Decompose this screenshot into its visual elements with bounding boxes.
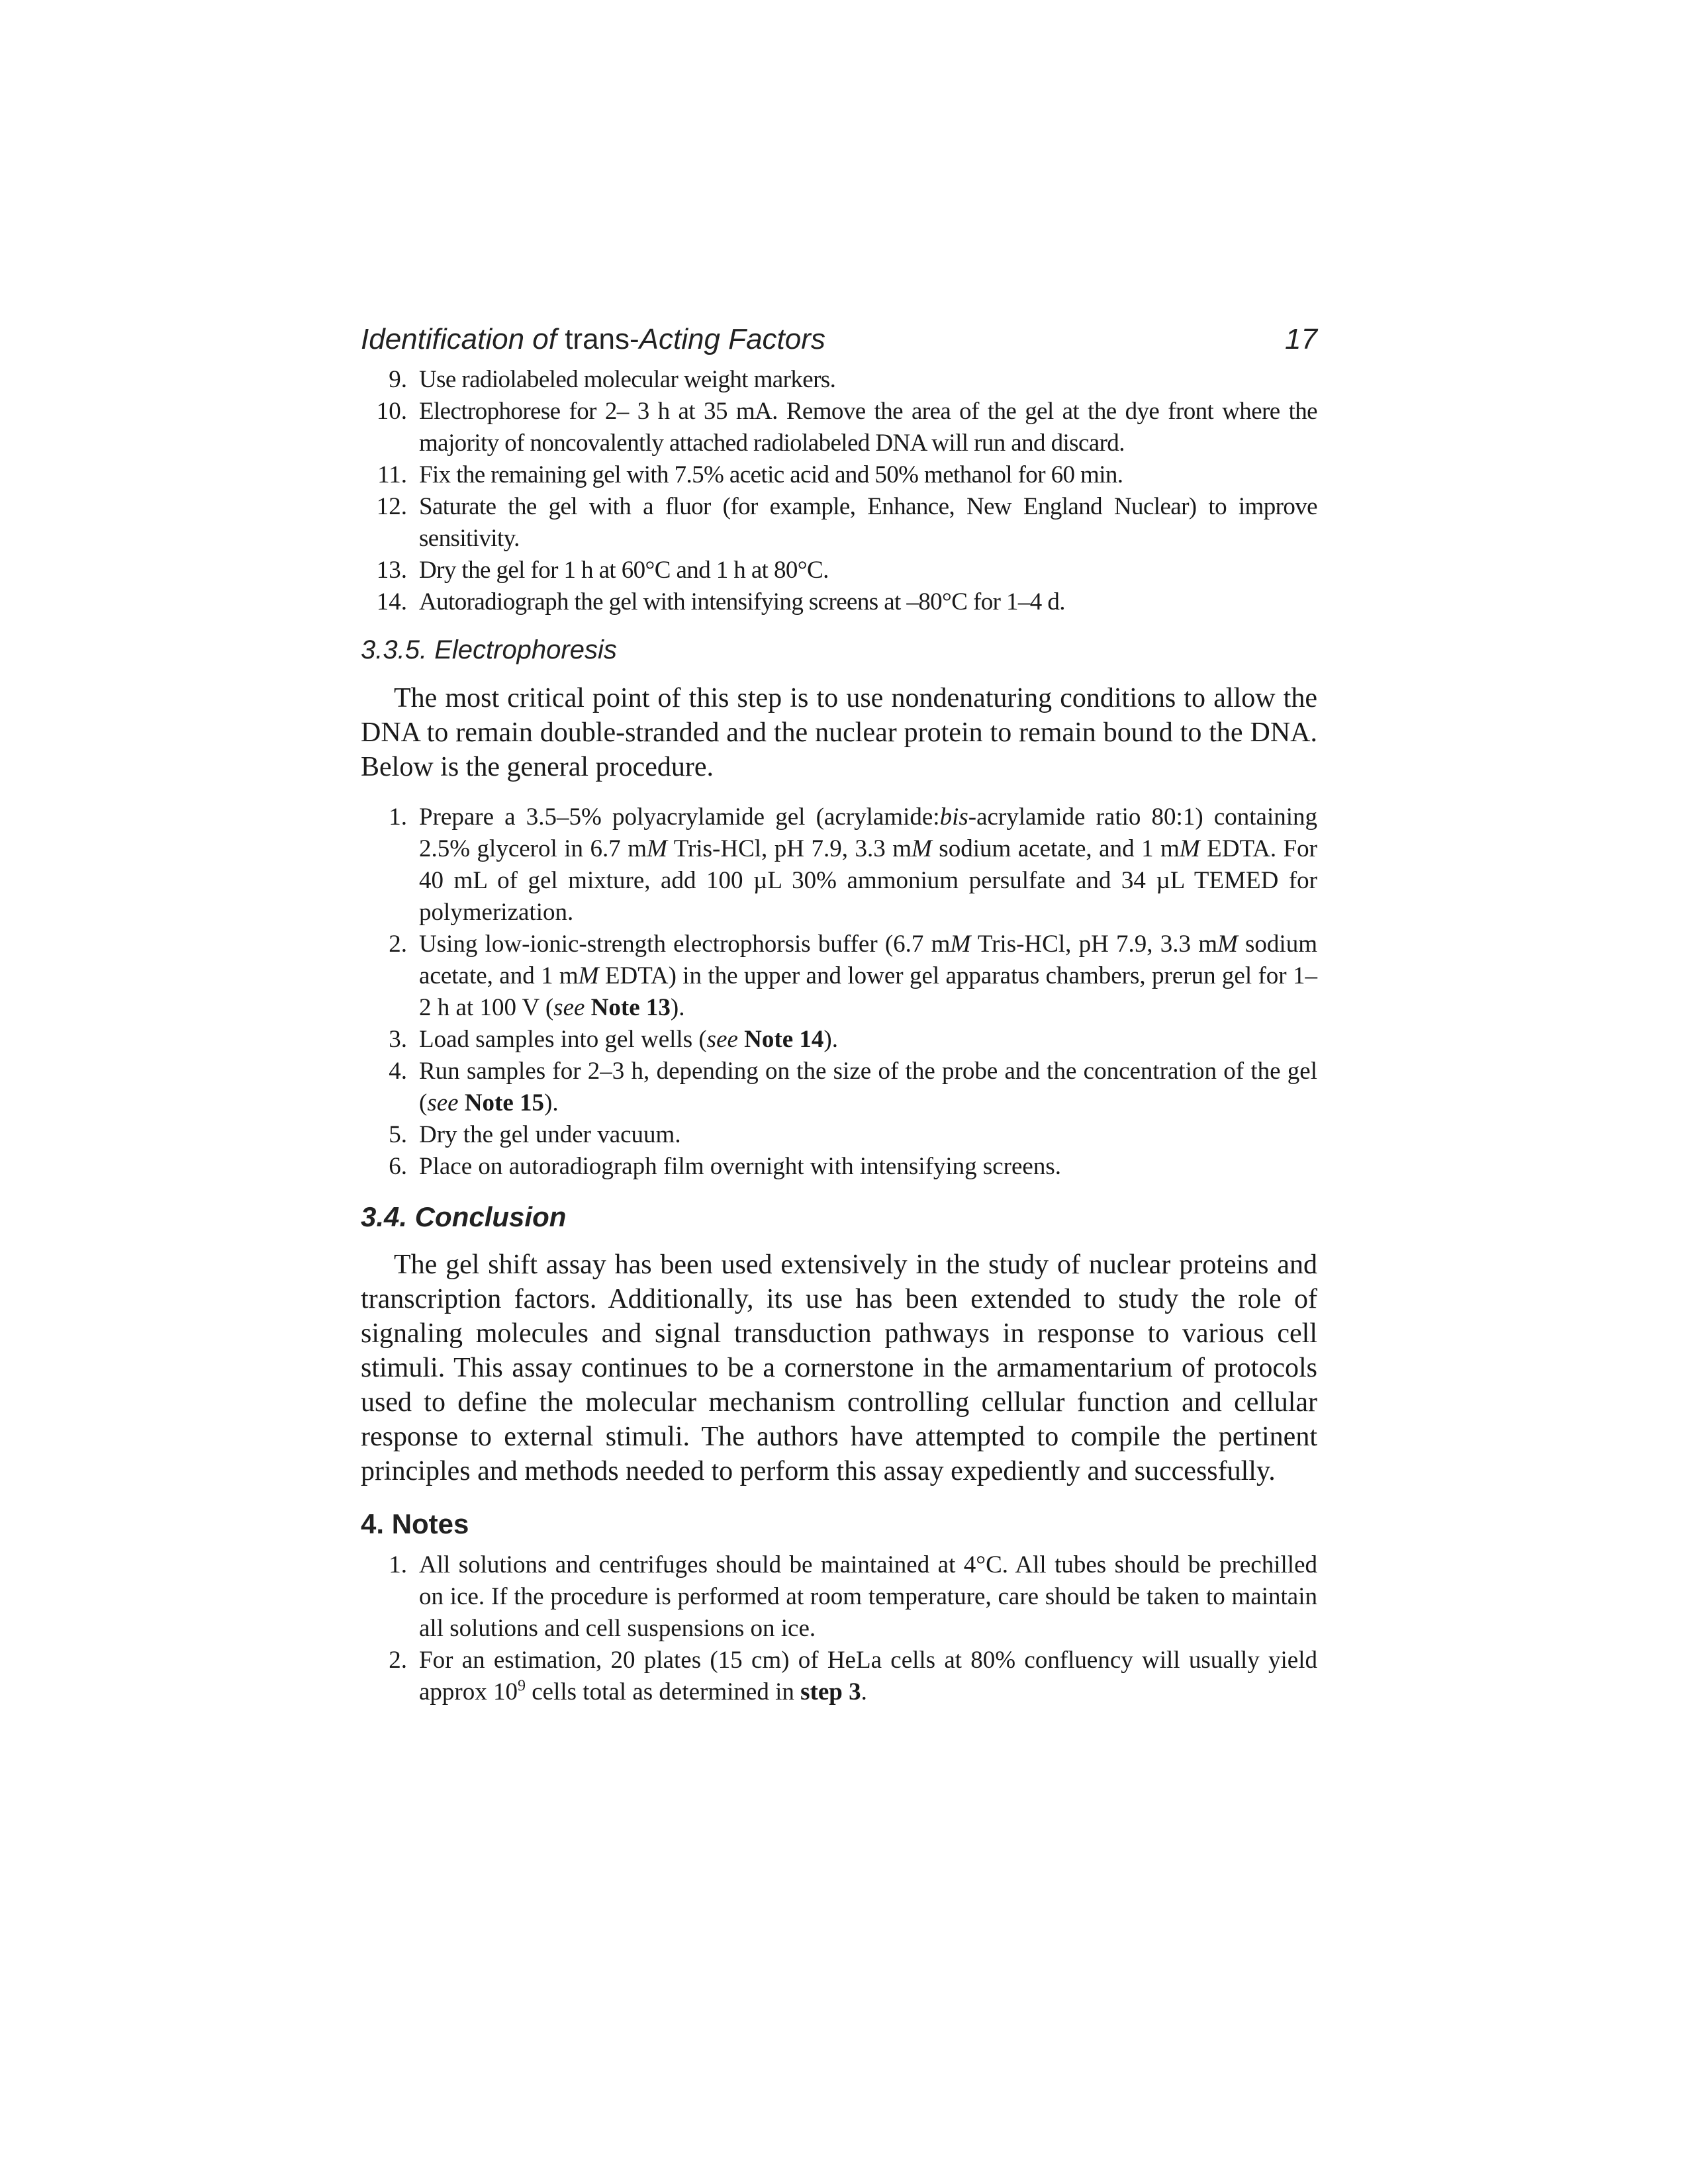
section-heading-notes: 4. Notes [361, 1508, 469, 1539]
list-item: 2. Using low-ionic-strength electrophorsis buffer (6.7 mM Tris-HCl, pH 7.9, 3.3 mM sodium acetate, and 1 mM EDTA) in the upper and lower gel apparatus chambers, prerun gel for 1–2 h at 100 V (see Note 13). [389, 931, 1317, 1021]
electrophoresis-intro-paragraph: The most critical point of this step is to use nondenaturing conditions to allow the DNA to remain double-stranded and the nuclear protein to remain bound to the DNA. Below is the general procedure. [361, 683, 1317, 782]
note-reference: Note 15 [464, 1089, 545, 1116]
list-item: 9. Use radiolabeled molecular weight markers. [389, 366, 836, 393]
list-item: 5. Dry the gel under vacuum. [389, 1121, 681, 1148]
list-item: 12. Saturate the gel with a fluor (for example, Enhance, New England Nuclear) to improve sensitivity. [376, 493, 1317, 552]
subsection-heading-electrophoresis: 3.3.5. Electrophoresis [361, 635, 617, 664]
page-number: 17 [1285, 323, 1317, 355]
list-item: 6. Place on autoradiograph film overnight with intensifying screens. [389, 1153, 1061, 1180]
conclusion-paragraph: The gel shift assay has been used extensively in the study of nuclear proteins and transcription factors. Additionally, its use has been extended to study the role of signaling molecules and signal transduction pathways in response to various cell stimuli. This assay continues to be a cornerstone in the armamentarium of protocols used to define the molecular mechanism controlling cellular function and cellular response to external stimuli. The authors have attempted to compile the pertinent principles and methods needed to perform this assay expediently and successfully. [361, 1250, 1317, 1486]
note-reference: Note 14 [744, 1026, 824, 1053]
electrophoresis-steps-list [361, 801, 1317, 1183]
book-page [361, 318, 1317, 1708]
list-item: 3. Load samples into gel wells (see Note 14). [389, 1026, 838, 1053]
steps-continued-list [361, 364, 1317, 618]
note-reference: Note 13 [590, 994, 671, 1021]
list-item: 11. Fix the remaining gel with 7.5% acetic acid and 50% methanol for 60 min. [377, 461, 1123, 488]
list-item: 4. Run samples for 2–3 h, depending on the size of the probe and the concentration of the gel (see Note 15). [389, 1058, 1317, 1116]
list-item: 1. Prepare a 3.5–5% polyacrylamide gel (acrylamide:bis-acrylamide ratio 80:1) containing 2.5% glycerol in 6.7 mM Tris-HCl, pH 7.9, 3.3 mM sodium acetate, and 1 mM EDTA. For 40 mL of gel mixture, add 100 µL 30% ammonium persulfate and 34 µL TEMED for polymerization. [389, 803, 1318, 926]
section-heading-conclusion: 3.4. Conclusion [361, 1201, 567, 1232]
list-item: 13. Dry the gel for 1 h at 60°C and 1 h at 80°C. [376, 557, 829, 584]
running-head-title: Identification of trans-Acting Factors [361, 323, 825, 355]
list-item: 14. Autoradiograph the gel with intensifying screens at –80°C for 1–4 d. [376, 588, 1065, 615]
list-item: 10. Electrophorese for 2– 3 h at 35 mA. Remove the area of the gel at the dye front where the majority of noncovalently attached radiolabeled DNA will run and discard. [376, 398, 1317, 457]
step-reference: step 3 [800, 1678, 861, 1706]
list-item: 1. All solutions and centrifuges should be maintained at 4°C. All tubes should be prechilled on ice. If the procedure is performed at room temperature, care should be taken to maintain all solutions and cell suspensions on ice. [389, 1551, 1317, 1642]
notes-list [361, 1549, 1317, 1708]
running-head [361, 318, 1317, 364]
list-item: 2. For an estimation, 20 plates (15 cm) of HeLa cells at 80% confluency will usually yield approx $10^9$ cells total as determined in step 3. [389, 1647, 1317, 1706]
